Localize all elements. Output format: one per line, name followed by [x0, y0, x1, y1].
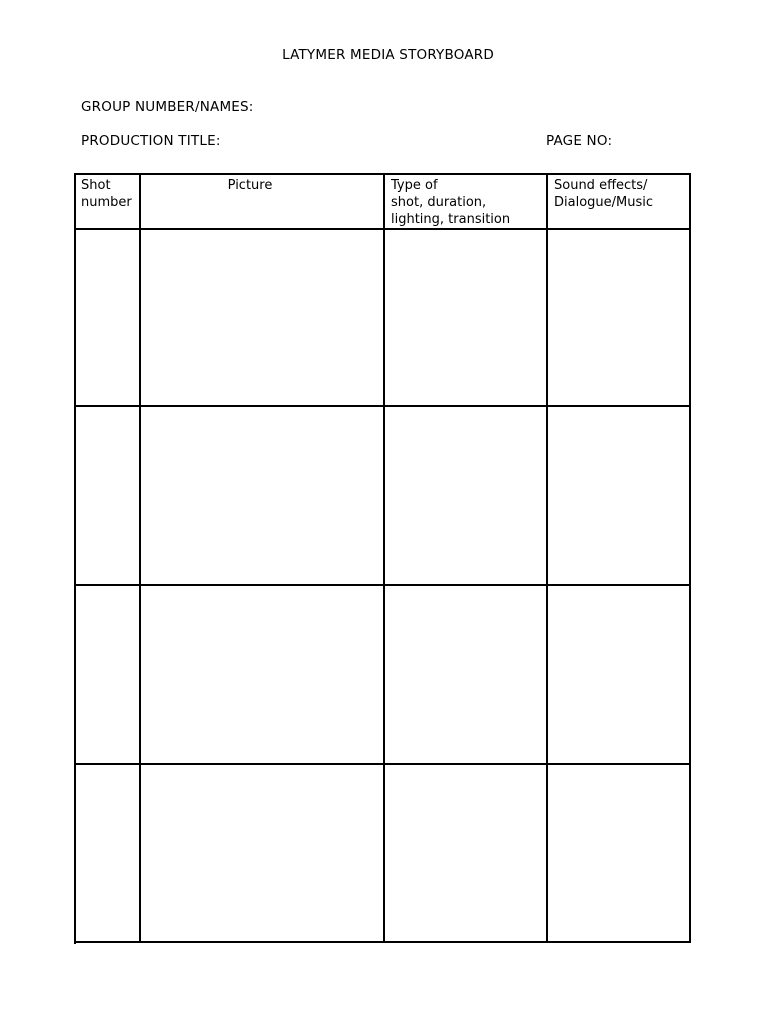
sound-cell[interactable]	[548, 228, 691, 407]
storyboard-table	[74, 173, 691, 944]
header-shot-number-line: number	[81, 195, 132, 210]
picture-cell[interactable]	[141, 765, 385, 943]
header-picture-line: Picture	[227, 178, 273, 193]
table-row	[76, 228, 691, 407]
header-picture	[141, 175, 385, 230]
sound-cell[interactable]	[548, 765, 691, 943]
sound-cell[interactable]	[548, 586, 691, 765]
picture-cell[interactable]	[141, 228, 385, 407]
document-title: LATYMER MEDIA STORYBOARD	[282, 47, 494, 63]
sound-cell[interactable]	[548, 407, 691, 586]
shot-details-cell[interactable]	[385, 586, 548, 765]
picture-cell[interactable]	[141, 586, 385, 765]
table-row	[76, 765, 691, 943]
production-title-label: PRODUCTION TITLE:	[81, 133, 221, 149]
table-header-row	[76, 175, 691, 230]
shot-number-cell[interactable]	[76, 586, 141, 765]
header-shot-details-line: shot, duration,	[391, 195, 487, 210]
header-sound	[548, 175, 691, 230]
picture-cell[interactable]	[141, 407, 385, 586]
header-shot-number-line: Shot	[81, 178, 111, 193]
shot-number-cell[interactable]	[76, 228, 141, 407]
header-shot-details-line: lighting, transition	[391, 212, 511, 227]
shot-details-cell[interactable]	[385, 228, 548, 407]
shot-details-cell[interactable]	[385, 765, 548, 943]
header-shot-number	[76, 175, 141, 230]
header-sound-line: Sound effects/	[554, 178, 648, 193]
shot-details-cell[interactable]	[385, 407, 548, 586]
header-shot-details	[385, 175, 548, 230]
shot-number-cell[interactable]	[76, 407, 141, 586]
shot-number-cell[interactable]	[76, 765, 141, 943]
table-row	[76, 586, 691, 765]
group-names-label: GROUP NUMBER/NAMES:	[81, 99, 254, 115]
header-sound-line: Dialogue/Music	[554, 195, 654, 210]
header-shot-details-line: Type of	[391, 178, 438, 193]
page-number-label: PAGE NO:	[546, 133, 613, 149]
table-row	[76, 407, 691, 586]
